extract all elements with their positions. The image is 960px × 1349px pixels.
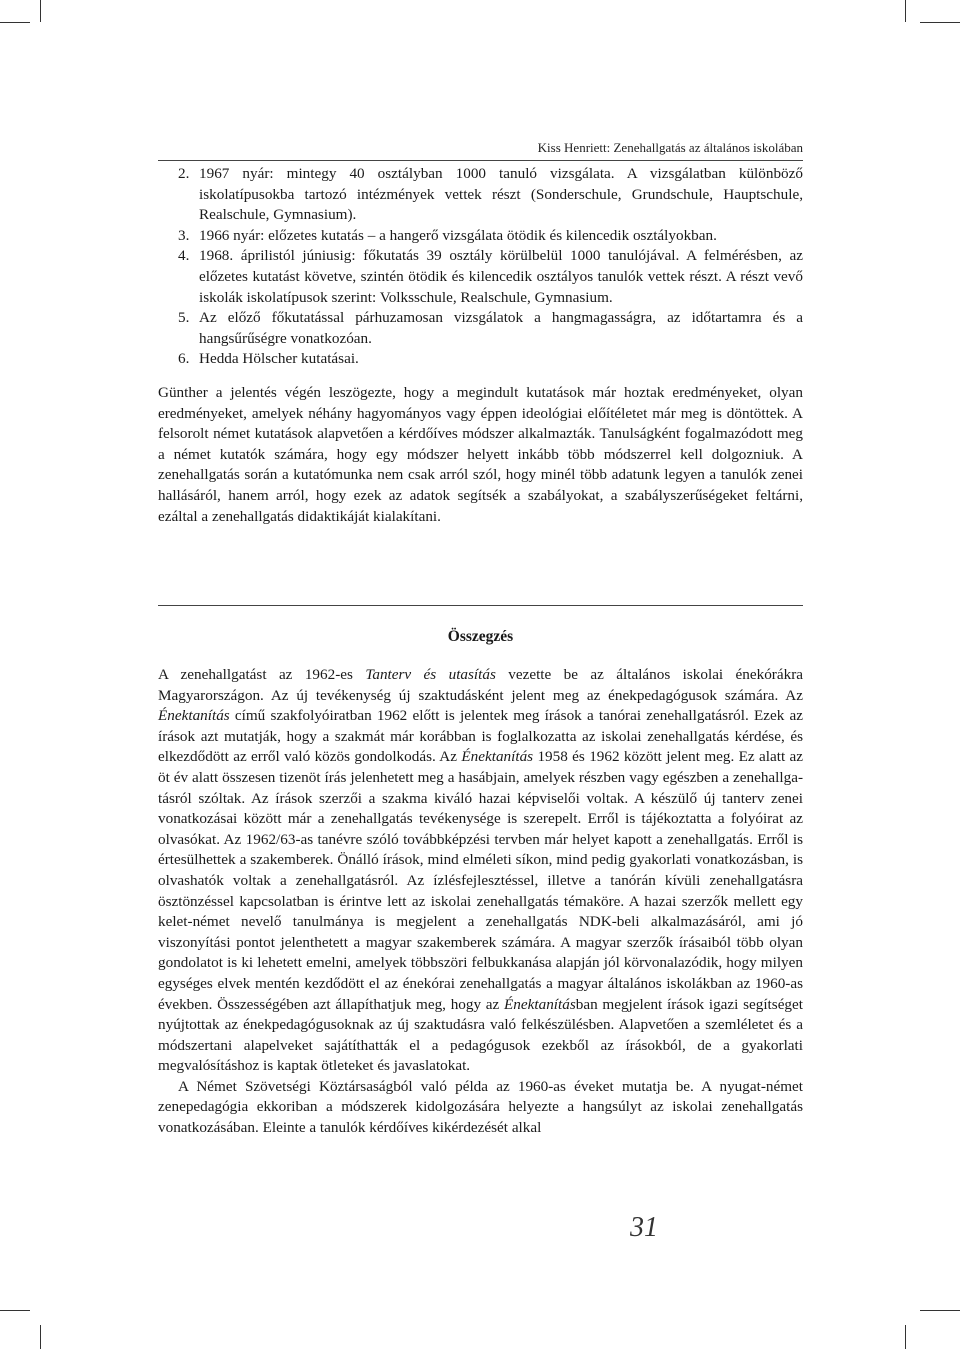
numbered-list: [158, 164, 803, 370]
body-paragraph: A Német Szövetségi Köztársaságból való példa az 1960-as éveket mutatja be. A nyugat-német zenepedagógia ekkoriban a módszerek kidolgozására helyezte a hangsúlyt az iskolai zenehallgatás vonatkozásában. Eleinte a tanulók kérdőíves kikérdezését alkal: [158, 1077, 803, 1137]
list-item: [158, 246, 803, 308]
crop-mark-bottom-right: [905, 1310, 925, 1330]
list-number: 5.: [178, 309, 190, 327]
list-number: 3.: [178, 226, 190, 244]
list-number: 6.: [178, 350, 190, 368]
list-text: 1967 nyár: mintegy 40 osztályban 1000 tanuló vizsgálata. A vizsgálatban különböző iskolatípusokba tartozó intézmények vettek részt (Sonderschule, Grundschule, Hauptschule, Realschule, Gymnasium).: [199, 165, 803, 224]
list-text: 1968. áprilistól júniusig: főkutatás 39 osztály körülbelül 1000 tanulójával. A felmérésben, az előzetes kutatást követve, szintén ötödik és kilencedik osztályos tanulók vettek részt. A részt vevő iskolák iskolatípusok szerint: Volksschule, Realschule, Gymnasium.: [199, 247, 803, 306]
summary-paragraph: [158, 665, 803, 1077]
crop-mark-bottom-left: [40, 1310, 60, 1330]
crop-mark-top-right: [905, 0, 925, 20]
running-head: Kiss Henriett: Zenehallgatás az általános iskolában: [537, 140, 803, 155]
list-item: [158, 349, 803, 370]
crop-mark-top-left: [40, 0, 60, 20]
list-number: 4.: [178, 247, 190, 265]
text-run: vezette be az általános iskolai énekórákra Magyarországon. Az új tevékenység új szaktudásként jelent meg az énekpedagógusok számára. Az: [158, 666, 804, 704]
text-run: című szakfolyóiratban 1962 előtt is jelentek meg írások a tanórai zenehallgatásról. Ezek az írások azt mutatják, hogy a szakmát már korábban is foglalkozatta az iskolai zenehallgatás kérdése, és elkezdődött az erről való közös gondolkodás. Az: [158, 707, 803, 766]
main-content: [158, 164, 803, 527]
list-item: [158, 164, 803, 226]
text-run: ban megjelent írások igazi segítséget nyújtottak az énekpedagógusoknak az új szaktudásra való felkészülésben. Alapvetően a szemléletet és a módszertani alapelveket sajátíthatták el a pedagógusok ezekből az írásokból, de a gyakorlati megvalósításhoz is kaptak ötleteket és javaslatokat.: [158, 995, 803, 1075]
section-heading: Összegzés: [447, 628, 514, 645]
page-number: 31: [630, 1212, 658, 1243]
section-body: [158, 665, 803, 1139]
text-run: A zenehallgatást az 1962-es: [158, 666, 366, 683]
italic-title: Tanterv és utasítás: [365, 666, 496, 683]
header-rule: [158, 160, 803, 161]
section-divider: [158, 605, 803, 606]
list-item: [158, 226, 803, 247]
list-text: Az előző főkutatással párhuzamosan vizsgálatok a hangmagasságra, az időtartamra és a hangsűrűségre vonatkozóan.: [199, 309, 803, 347]
italic-title: Énektanítás: [504, 995, 576, 1013]
italic-title: Énektanítás: [158, 707, 230, 725]
body-paragraph: Günther a jelentés végén leszögezte, hogy a megindult kutatások már hoztak eredményeket, olyan eredményeket, amelyek néhány hagyományos vagy éppen ideológiai előítéletet már meg is döntöttek. A felsorolt német kutatások alapvetően a kérdőíves módszer alkalmazták. Tanulságként fogalmazódott meg a német kutatók számára, hogy egy módszer helyett inkább több módszerrel kell dolgozniuk. A zenehallgatás során a kutatómunka nem csak arról szól, hogy minél több adatunk legyen a tanulók zenei hallásáról, hanem arról, hogy ezek az adatok segítsék a szabályokat, a szabályszerűségeket feltárni, ezáltal a zenehallgatás didaktikáját kialakítani.: [158, 383, 803, 525]
list-item: [158, 308, 803, 349]
list-text: 1966 nyár: előzetes kutatás – a hangerő vizsgálata ötödik és kilencedik osztályokban.: [199, 226, 717, 244]
list-number: 2.: [178, 165, 190, 182]
italic-title: Énektanítás: [461, 748, 534, 766]
list-text: Hedda Hölscher kutatásai.: [199, 350, 359, 368]
text-run: 1958 és 1962 között jelent meg. Ez alatt az öt év alatt összesen tizenöt írás jelenhetett meg a hasábjain, amelyek részben vagy egészben a zenehallgatásról szóltak. Az írások szerzői a szakma kiváló hazai képviselői voltak. A készülő új tanterv zenei vonatkozásai között már a zenehallgatás tevékenysége is szerepelt. Erről is tájékoztatta a folyóirat az olvasókat. Az 1962/63-as tanévre szóló továbbképzési tervben már helyet kapott a zenehallgatás. Erről is értesülhettek a szakemberek. Önálló írások, mind elméleti síkon, mind pedig gyakorlati vonatkozásban, is olvashatók voltak a zenehallgatásról. Az ízlésfejlesztéssel, illetve a tanórán kívüli zenehallgatásra ösztönzéssel kapcsolatban is érintve lett az iskolai zenehallgatás témaköre. A hazai szerzők mellett egy kelet-német nevelő tanulmánya is megjelent a zenehallgatás NDK-beli alkalmazásáról, ami jó viszonyítási pontot jelenthetett a magyar szakemberek számára. A magyar szerzők írásaiból több olyan gondolatot is ki lehetett emelni, amelyek többszöri felbukkanása alapján jól körvonalazódik, hogy milyen egységes elvek mentén kezdődött el az énekórai zenehallgatás a magyar általános iskolákban az 1960-as években. Összességében azt állapíthatjuk meg, hogy az: [158, 748, 804, 1013]
